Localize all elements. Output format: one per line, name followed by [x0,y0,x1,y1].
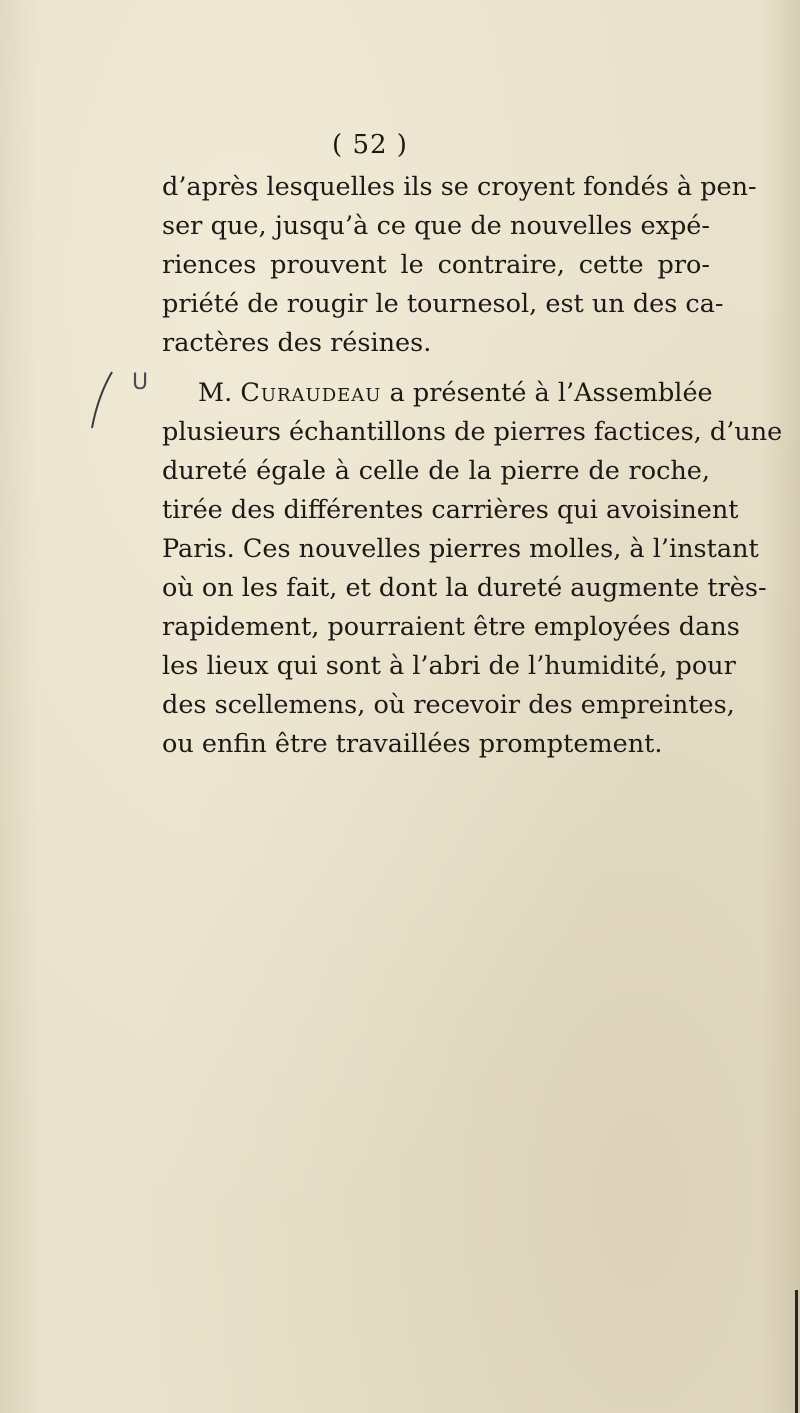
bracket-mark-icon [84,366,124,436]
text-line: tirée des différentes carrières qui avoisinent [162,495,739,525]
text-line: ser que, jusqu’à ce que de nouvelles expé- [162,211,710,241]
text-line: rapidement, pourraient être employées dans [162,612,740,642]
text-line: où on les fait, et dont la dureté augmente très- [162,573,767,603]
page-edge-shadow [795,1290,798,1413]
text-line: Paris. Ces nouvelles pierres molles, à l’instant [162,534,759,564]
paragraph-2 [162,374,783,764]
text-line: les lieux qui sont à l’abri de l’humidité, pour [162,651,736,681]
text-line: ou enfin être travaillées promptement. [162,729,663,759]
honorific: M. [198,378,241,408]
text-line: des scellemens, où recevoir des empreintes, [162,690,735,720]
paragraph-1 [162,168,757,363]
text-line: plusieurs échantillons de pierres factices, d’une [162,417,783,447]
text-line: dureté égale à celle de la pierre de roche, [162,456,710,486]
page-number: ( 52 ) [332,130,408,160]
text-line: d’après lesquelles ils se croyent fondés à pen- [162,172,757,202]
text-line: riences prouvent le contraire, cette pro- [162,250,710,280]
text-line-first [162,374,713,413]
text-fragment: a présenté à l’Assemblée [381,378,713,408]
handwritten-margin-note [84,366,154,436]
margin-note-text: U [132,370,149,395]
text-line: priété de rougir le tournesol, est un des ca- [162,289,724,319]
text-line: ractères des résines. [162,328,432,358]
person-name: Curaudeau [240,378,382,408]
